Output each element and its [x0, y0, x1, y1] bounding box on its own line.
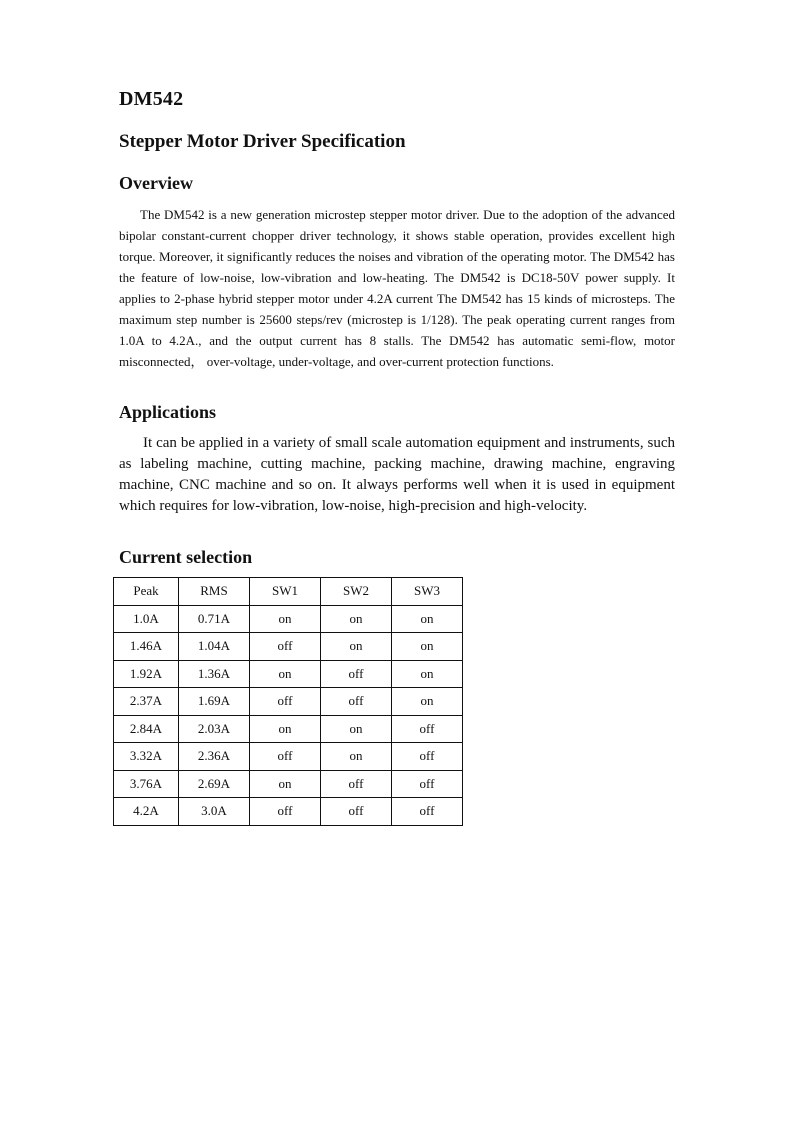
table-cell: 1.04A	[179, 633, 250, 661]
table-cell: on	[250, 715, 321, 743]
current-selection-table	[113, 577, 463, 826]
table-cell: off	[250, 798, 321, 826]
applications-paragraph: It can be applied in a variety of small scale automation equipment and instruments, such as labeling machine, cutting machine, packing machine, drawing machine, engraving machine, CNC machine and so on. It always performs well when it is used in equipment which requires for low-vibration, low-noise, high-precision and high-velocity.	[119, 435, 675, 514]
table-cell: on	[321, 633, 392, 661]
table-cell: off	[250, 633, 321, 661]
table-cell: on	[392, 633, 463, 661]
table-cell: off	[392, 743, 463, 771]
current-selection-heading: Current selection	[119, 547, 253, 567]
table-row	[114, 688, 463, 716]
table-row	[114, 660, 463, 688]
table-cell: 1.69A	[179, 688, 250, 716]
table-cell: off	[250, 743, 321, 771]
table-cell: on	[250, 605, 321, 633]
table-cell: off	[321, 770, 392, 798]
table-cell: on	[392, 660, 463, 688]
table-cell: off	[392, 770, 463, 798]
table-row	[114, 743, 463, 771]
table-cell: off	[321, 688, 392, 716]
table-cell: on	[392, 605, 463, 633]
table-cell: 2.37A	[114, 688, 179, 716]
table-header-cell: Peak	[114, 578, 179, 606]
table-cell: 1.36A	[179, 660, 250, 688]
table-cell: off	[392, 798, 463, 826]
table-cell: 2.03A	[179, 715, 250, 743]
table-row	[114, 770, 463, 798]
table-cell: 3.0A	[179, 798, 250, 826]
table-header-cell: SW2	[321, 578, 392, 606]
table-row	[114, 715, 463, 743]
table-cell: 3.32A	[114, 743, 179, 771]
table-cell: 2.36A	[179, 743, 250, 771]
table-row	[114, 633, 463, 661]
table-cell: on	[250, 660, 321, 688]
table-header-row	[114, 578, 463, 606]
table-cell: on	[321, 715, 392, 743]
table-cell: 2.69A	[179, 770, 250, 798]
table-header-cell: SW3	[392, 578, 463, 606]
table-cell: off	[321, 798, 392, 826]
table-cell: on	[392, 688, 463, 716]
applications-heading: Applications	[119, 402, 217, 422]
table-cell: on	[250, 770, 321, 798]
table-header-cell: SW1	[250, 578, 321, 606]
table-cell: 3.76A	[114, 770, 179, 798]
table-cell: 1.92A	[114, 660, 179, 688]
table-row	[114, 605, 463, 633]
table-cell: 1.0A	[114, 605, 179, 633]
table-header-cell: RMS	[179, 578, 250, 606]
table-cell: off	[392, 715, 463, 743]
table-cell: off	[321, 660, 392, 688]
table-cell: off	[250, 688, 321, 716]
table-cell: 0.71A	[179, 605, 250, 633]
overview-paragraph: The DM542 is a new generation microstep stepper motor driver. Due to the adoption of the advanced bipolar constant-current chopper driver technology, it shows stable operation, provides excellent high torque. Moreover, it significantly reduces the noises and vibration of the operating motor. The DM542 has the feature of low-noise, low-vibration and low-heating. The DM542 is DC18-50V power supply. It applies to 2-phase hybrid stepper motor under 4.2A current The DM542 has 15 kinds of microsteps. The maximum step number is 25600 steps/rev (microstep is 1/128). The peak operating current ranges from 1.0A to 4.2A., and the output current has 8 stalls. The DM542 has automatic semi-flow, motor misconnected， over-voltage, under-voltage, and over-current protection functions.	[119, 207, 675, 369]
document-title: DM542	[119, 88, 184, 110]
table-cell: on	[321, 605, 392, 633]
overview-heading: Overview	[119, 173, 193, 193]
table-cell: on	[321, 743, 392, 771]
table-cell: 4.2A	[114, 798, 179, 826]
table-row	[114, 798, 463, 826]
document-subtitle: Stepper Motor Driver Specification	[119, 131, 406, 152]
table-cell: 1.46A	[114, 633, 179, 661]
table-cell: 2.84A	[114, 715, 179, 743]
